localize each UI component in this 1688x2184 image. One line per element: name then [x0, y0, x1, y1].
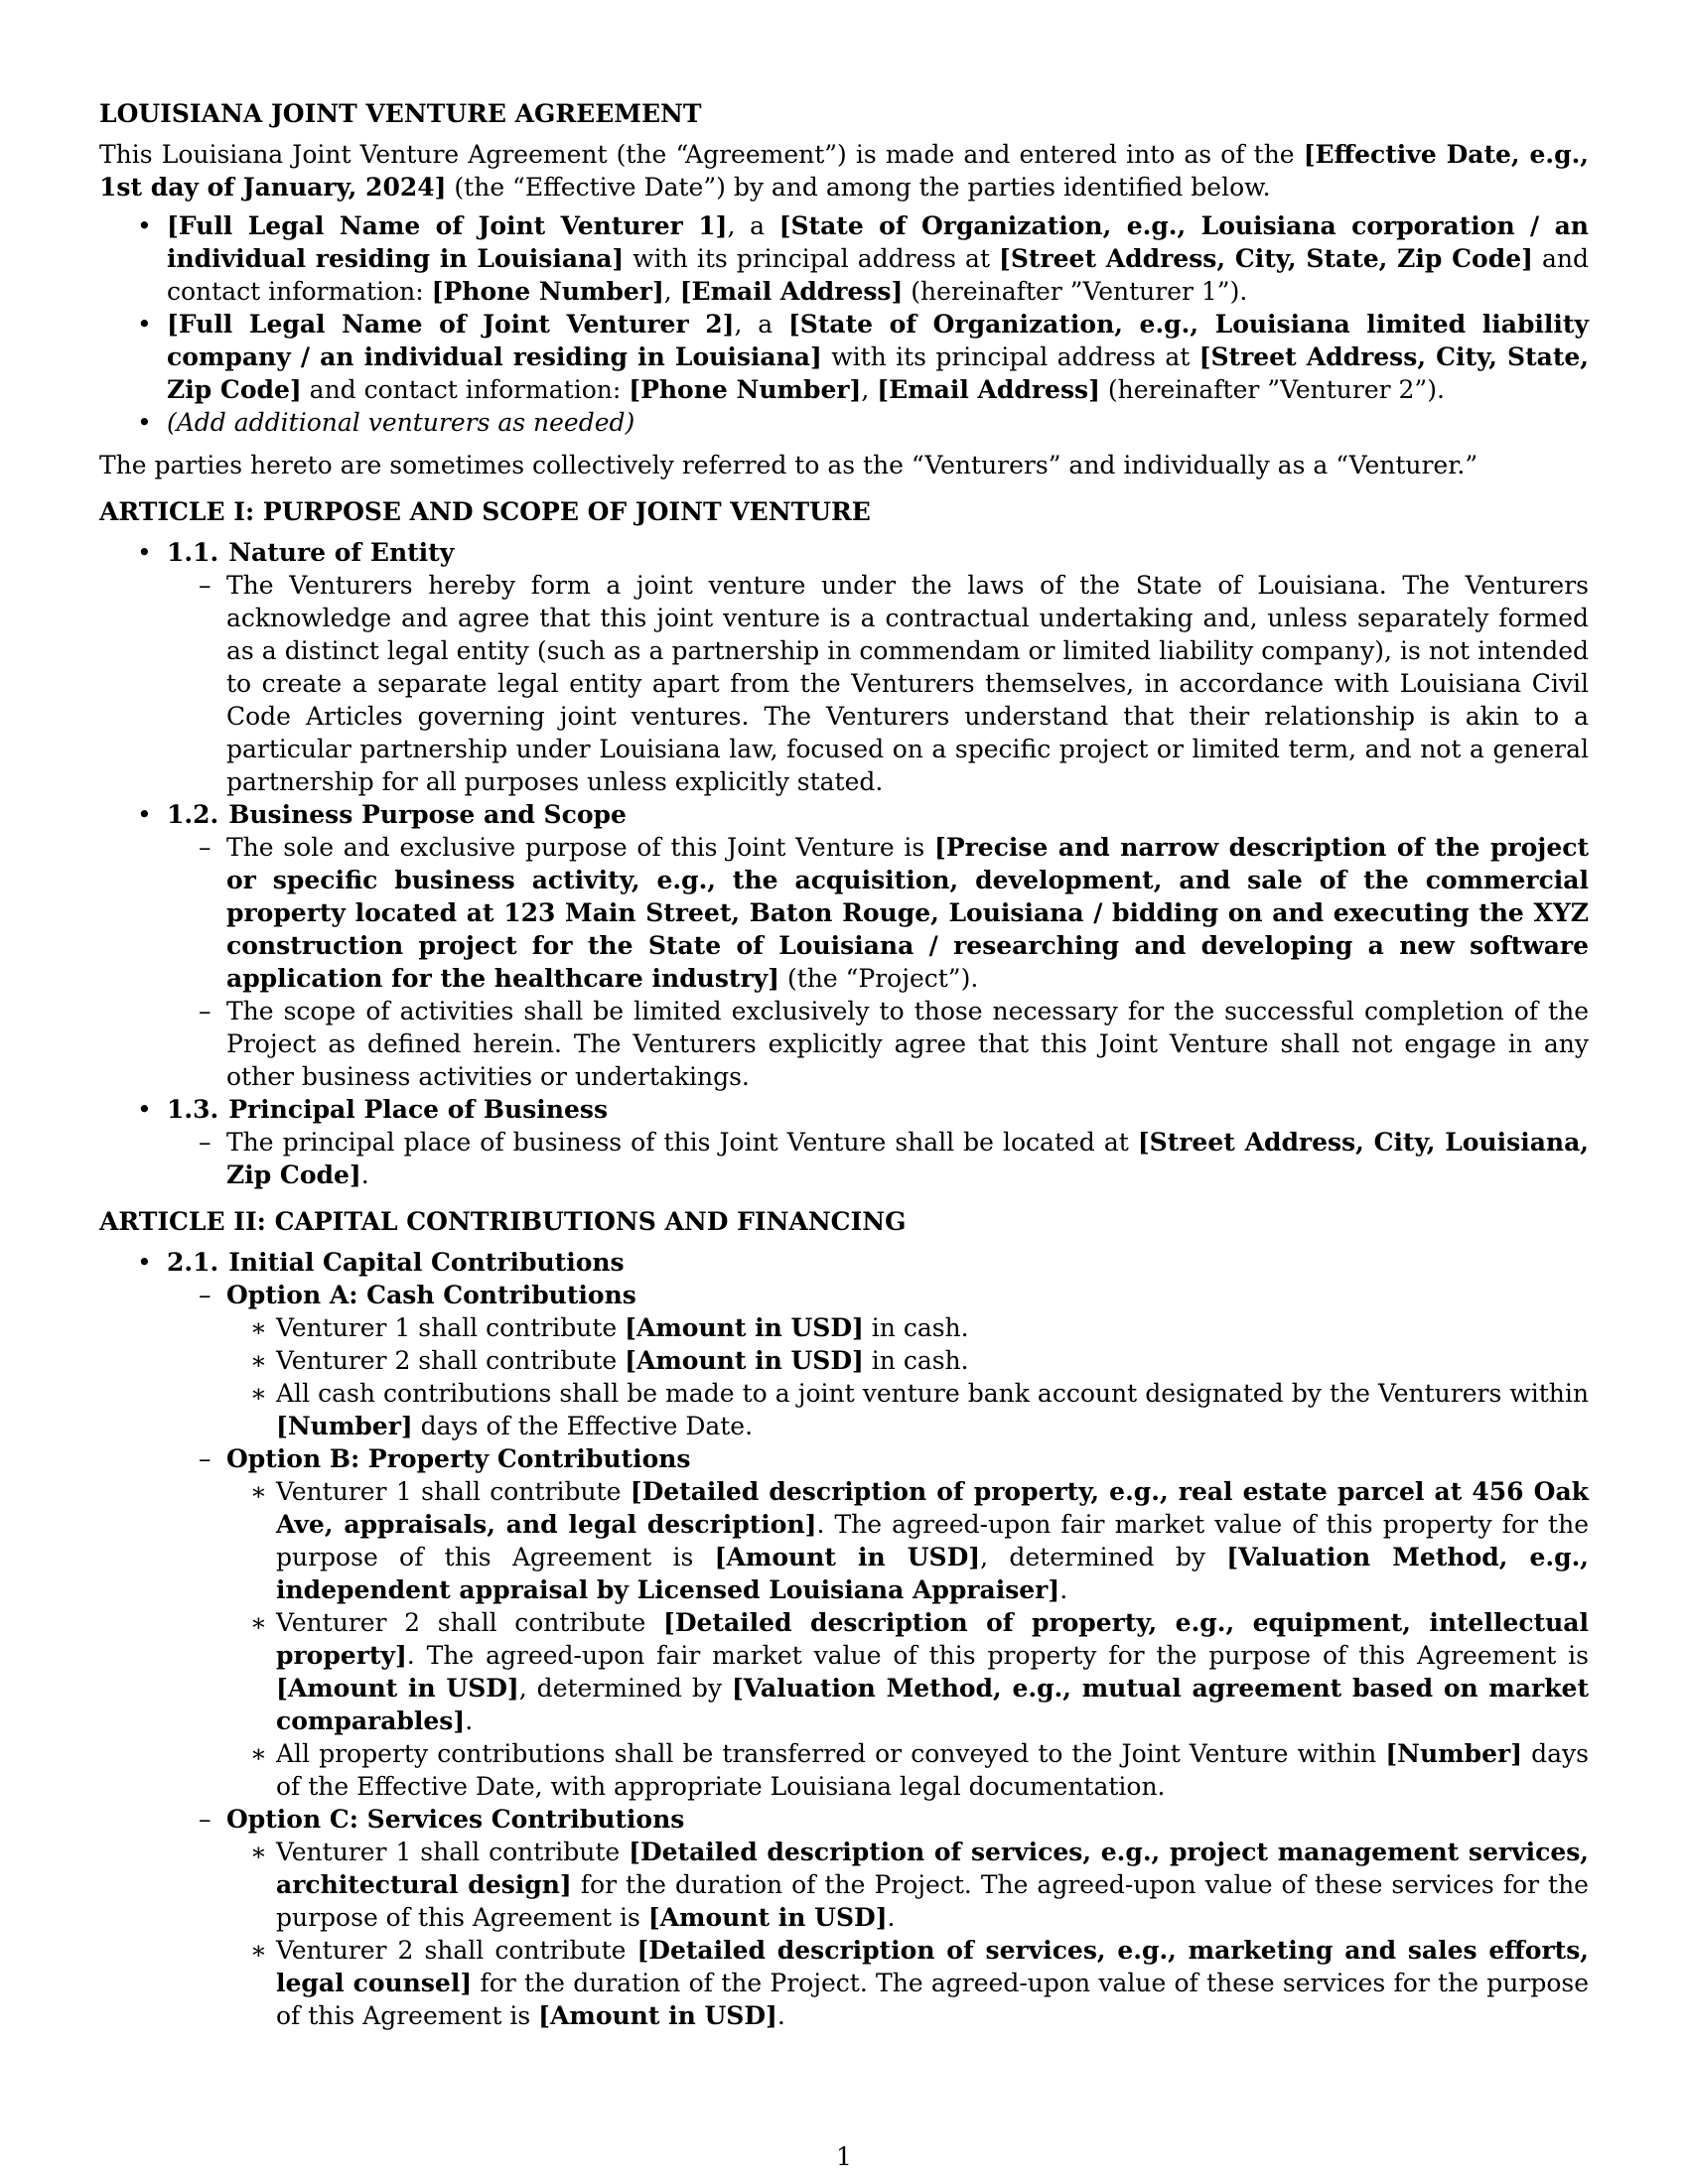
effective-date-placeholder: [Effective Date, e.g., 1st day of January, 2024]: [99, 140, 1589, 202]
intro-paragraph: [99, 138, 1589, 204]
option-title: Option A: Cash Contributions: [226, 1281, 636, 1309]
option-item: [226, 1836, 1589, 1934]
text: [Amount in USD]: [625, 1313, 864, 1342]
list: [226, 1475, 1589, 1803]
text: [Detailed description of services, e.g., marketing and sales efforts, legal counsel]: [276, 1936, 1589, 1997]
page-number: 1: [836, 2142, 852, 2171]
phone-placeholder: [Phone Number]: [629, 375, 862, 404]
article-2-sections: [99, 1246, 1589, 2032]
option-item: [226, 1475, 1589, 1606]
text: The sole and exclusive purpose of this Joint Venture is: [226, 833, 934, 862]
section-1-2: [99, 798, 1589, 1093]
section-number: 1.2.: [167, 800, 219, 829]
text: [Detailed description of property, e.g., real estate parcel at 456 Oak Ave, appraisals, and legal description]: [276, 1477, 1589, 1539]
text: (hereinafter ”Venturer 1”).: [903, 277, 1248, 306]
section-number: 1.1.: [167, 538, 219, 567]
text: . The agreed-upon fair market value of this property for the purpose of this Agreement is: [406, 1641, 1589, 1670]
text: All property contributions shall be transferred or conveyed to the Joint Venture within: [276, 1739, 1386, 1768]
text: and contact information:: [301, 375, 630, 404]
text: All cash contributions shall be made to a joint venture bank account designated by the Venturers within: [276, 1379, 1589, 1408]
phone-placeholder: [Phone Number]: [431, 277, 664, 306]
list: [226, 1311, 1589, 1442]
party-name-placeholder: [Full Legal Name of Joint Venturer 1]: [167, 211, 728, 240]
text: with its principal address at: [821, 342, 1199, 371]
list: [167, 1279, 1589, 2032]
option-item: [226, 1344, 1589, 1377]
intro-text: (the “Effective Date”) by and among the parties identified below.: [446, 173, 1271, 202]
text: Venturer 2 shall contribute: [276, 1608, 663, 1637]
section-title: Initial Capital Contributions: [228, 1248, 625, 1277]
project-description-placeholder: [Precise and narrow description of the project or specific business activity, e.g., the acquisition, development, and sale of the commercial property located at 123 Main Street, Baton Rouge, Louisiana / bidding on and executing the XYZ construction project for the State of Louisiana / researching and developing a new software application for the healthcare industry]: [226, 833, 1589, 993]
section-title: Principal Place of Business: [228, 1095, 609, 1124]
article-1-sections: [99, 536, 1589, 1191]
text: . The agreed-upon fair market value of this property for the purpose of this Agreement is: [276, 1510, 1589, 1571]
option-c: [167, 1803, 1589, 2032]
text: days of the Effective Date.: [412, 1412, 754, 1440]
text: in cash.: [863, 1313, 969, 1342]
document-page: [99, 97, 1589, 2038]
text: [Number]: [276, 1412, 413, 1440]
state-placeholder: [State of Organization, e.g., Louisiana limited liability company / an individual residing in Louisiana]: [167, 310, 1589, 371]
email-placeholder: [Email Address]: [679, 277, 904, 306]
state-placeholder: [State of Organization, e.g., Louisiana corporation / an individual residing in Louisiana]: [167, 211, 1589, 273]
list: [167, 1126, 1589, 1191]
text: [Amount in USD]: [647, 1903, 888, 1932]
party-item-3: [99, 406, 1589, 439]
option-item: [226, 1934, 1589, 2032]
address-placeholder: [Street Address, City, State, Zip Code]: [167, 342, 1589, 404]
text: for the duration of the Project. The agreed-upon value of these services for the purpose of this Agreement is: [276, 1870, 1589, 1932]
text: [Amount in USD]: [625, 1346, 864, 1375]
text: (the “Project”).: [779, 964, 979, 993]
section-1-3: [99, 1093, 1589, 1191]
option-item: [226, 1737, 1589, 1803]
text: [Detailed description of services, e.g., project management services, architectural design]: [276, 1838, 1589, 1899]
text: Venturer 1 shall contribute: [276, 1477, 631, 1506]
text: , determined by: [980, 1543, 1227, 1571]
text: with its principal address at: [624, 244, 1000, 273]
business-address-placeholder: [Street Address, City, Louisiana, Zip Code]: [226, 1128, 1589, 1189]
text: [Detailed description of property, e.g., equipment, intellectual property]: [276, 1608, 1589, 1670]
text: (hereinafter ”Venturer 2”).: [1099, 375, 1445, 404]
section-2-1: [99, 1246, 1589, 2032]
section-number: 2.1.: [167, 1248, 219, 1277]
party-item-1: [99, 209, 1589, 308]
text: Venturer 2 shall contribute: [276, 1936, 637, 1965]
party-name-placeholder: [Full Legal Name of Joint Venturer 2]: [167, 310, 735, 339]
text: [Number]: [1385, 1739, 1523, 1768]
text: [Amount in USD]: [714, 1543, 981, 1571]
text: .: [360, 1160, 369, 1189]
heading: [167, 800, 627, 829]
section-1-1: [99, 536, 1589, 798]
heading: [167, 1248, 625, 1277]
text: ,: [861, 375, 878, 404]
text: .: [776, 2001, 785, 2030]
text: ,: [663, 277, 680, 306]
text: days of the Effective Date, with appropriate Louisiana legal documentation.: [276, 1739, 1590, 1801]
text: , a: [727, 211, 779, 240]
text: in cash.: [863, 1346, 969, 1375]
text: Venturer 2 shall contribute: [276, 1346, 626, 1375]
party-item-2: [99, 308, 1589, 406]
heading: [167, 1095, 608, 1124]
heading: [167, 538, 454, 567]
option-a: [167, 1279, 1589, 1442]
section-title: Nature of Entity: [228, 538, 455, 567]
option-item: [226, 1606, 1589, 1737]
text: .: [465, 1706, 474, 1735]
text: [Amount in USD]: [276, 1674, 519, 1703]
additional-venturers-note: (Add additional venturers as needed): [167, 408, 635, 437]
section-text: [167, 831, 1589, 995]
text: .: [1059, 1575, 1068, 1604]
list: [167, 569, 1589, 798]
section-text: – The Venturers hereby form a joint venture under the laws of the State of Louisiana. The Venturers acknowledge and agree that this joint venture is a contractual undertaking and, unless separately formed as a distinct legal entity (such as a partnership in commendam or limited liability company), is not intended to create a separate legal entity apart from the Venturers themselves, in accordance with Louisiana Civil Code Articles governing joint ventures. The Venturers understand that their relationship is akin to a particular partnership under Louisiana law, focused on a specific project or limited term, and not a general partnership for all purposes unless explicitly stated.: [167, 569, 1589, 798]
text: Venturer 1 shall contribute: [276, 1838, 630, 1866]
document-title: LOUISIANA JOINT VENTURE AGREEMENT: [99, 99, 702, 128]
text: , a: [734, 310, 788, 339]
option-title: Option C: Services Contributions: [226, 1805, 685, 1834]
text: [Valuation Method, e.g., independent appraisal by Licensed Louisiana Appraiser]: [276, 1543, 1589, 1604]
text: Venturer 1 shall contribute: [276, 1313, 626, 1342]
article-1-heading: ARTICLE I: PURPOSE AND SCOPE OF JOINT VENTURE: [99, 497, 871, 526]
option-b: [167, 1442, 1589, 1803]
section-title: Business Purpose and Scope: [228, 800, 627, 829]
text: .: [887, 1903, 896, 1932]
article-2-heading: ARTICLE II: CAPITAL CONTRIBUTIONS AND FINANCING: [99, 1207, 907, 1236]
email-placeholder: [Email Address]: [877, 375, 1100, 404]
text: [Valuation Method, e.g., mutual agreement based on market comparables]: [276, 1674, 1590, 1735]
text: [Amount in USD]: [538, 2001, 777, 2030]
section-text: – The scope of activities shall be limited exclusively to those necessary for the successful completion of the Project as defined herein. The Venturers explicitly agree that this Joint Venture shall not engage in any other business activities or undertakings.: [167, 995, 1589, 1093]
option-item: [226, 1311, 1589, 1344]
option-title: Option B: Property Contributions: [226, 1444, 691, 1473]
intro-text: This Louisiana Joint Venture Agreement (the “Agreement”) is made and entered into as of the: [99, 140, 1304, 169]
parties-list: [99, 209, 1589, 439]
text: and contact information:: [167, 244, 1589, 306]
section-number: 1.3.: [167, 1095, 219, 1124]
section-text: [167, 1126, 1589, 1191]
list: [167, 831, 1589, 1093]
text: , determined by: [518, 1674, 732, 1703]
option-item: [226, 1377, 1589, 1442]
collective-paragraph: The parties hereto are sometimes collectively referred to as the “Venturers” and individually as a “Venturer.”: [99, 451, 1478, 479]
text: for the duration of the Project. The agreed-upon value of these services for the purpose of this Agreement is: [276, 1969, 1589, 2030]
list: [226, 1836, 1589, 2032]
text: The principal place of business of this Joint Venture shall be located at: [226, 1128, 1138, 1157]
address-placeholder: [Street Address, City, State, Zip Code]: [999, 244, 1533, 273]
